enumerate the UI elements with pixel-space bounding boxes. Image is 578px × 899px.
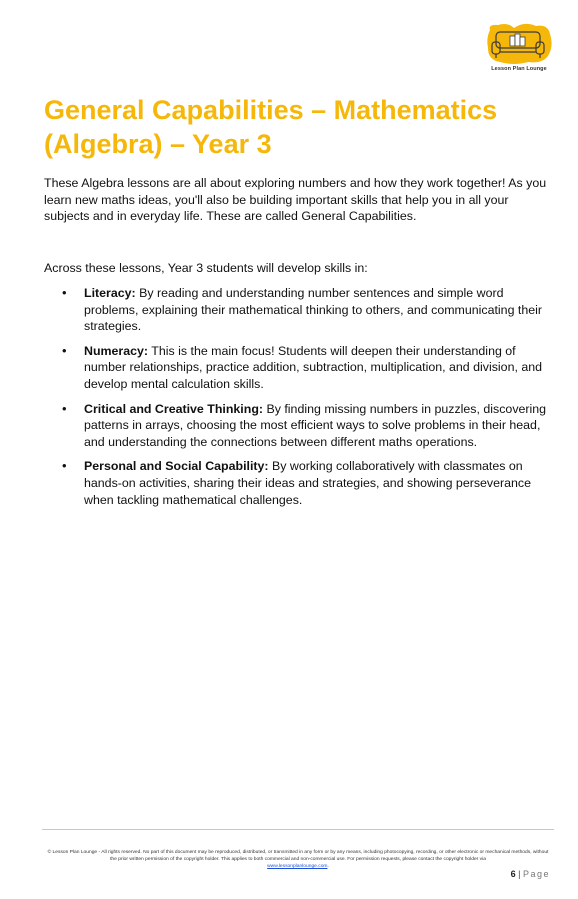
page-title: General Capabilities – Mathematics (Algebra) – Year 3 [44,95,498,159]
page-number [511,869,550,879]
skill-title: Numeracy: [84,343,149,358]
page-number-value: 6 [510,869,516,879]
skills-lead-sentence: Across these lessons, Year 3 students will develop skills in: [44,261,368,275]
link-suffix: . [327,864,329,869]
bullet-icon: • [62,342,67,358]
bullet-icon: • [62,458,67,474]
skill-title: Personal and Social Capability: [84,459,269,474]
bullet-icon: • [62,285,67,300]
copyright-notice [46,849,550,870]
bullet-icon: • [62,400,67,416]
website-link[interactable]: www.lessonplanlounge.com [267,864,328,869]
skill-title: Critical and Creative Thinking: [84,401,264,416]
skill-title: Literacy: [84,286,136,300]
logo [484,22,554,74]
skills-list [62,285,548,516]
skill-item-personal-social-capability [62,458,548,508]
logo-text: Lesson Plan Lounge [491,66,547,72]
page-separator: | [515,869,523,879]
footer-divider [42,829,554,830]
page-word: Page [522,869,550,879]
skill-description: By finding missing numbers in puzzles, discovering patterns in arrays, choosing the most efficient ways to solve problems in their head, and understanding the connections between different maths operations. [84,401,547,449]
skill-description: By reading and understanding number sentences and simple word problems, explaining their mathematical thinking to others, and communicating their strategies. [84,286,542,334]
copyright-text: © Lesson Plan Lounge - All rights reserved. No part of this document may be reproduced, distributed, or transmitted in any form or by any means, including photocopying, recording, or other electronic or mechanical methods, without the prior written permission of the copyright holder. This applies to both commercial and non-commercial use. For permission requests, please contact the copyright holder via [47,850,549,862]
skill-item-critical-creative-thinking [62,401,548,451]
sofa-with-books-icon [484,22,554,66]
skill-item-literacy [62,285,548,335]
intro-paragraph: These Algebra lessons are all about exploring numbers and how they work together! As you learn new maths ideas, you'll also be building important skills that help you in all your subjects and in everyday life. These are called General Capabilities. [44,176,547,223]
skill-item-numeracy [62,343,548,393]
skill-description: This is the main focus! Students will deepen their understanding of number relationships, practice addition, subtraction, multiplication, and division, and develop mental calculation skills. [84,343,543,391]
skill-description: By working collaboratively with classmates on hands-on activities, sharing their ideas and strategies, and showing perseverance when tackling mathematical challenges. [84,459,532,507]
